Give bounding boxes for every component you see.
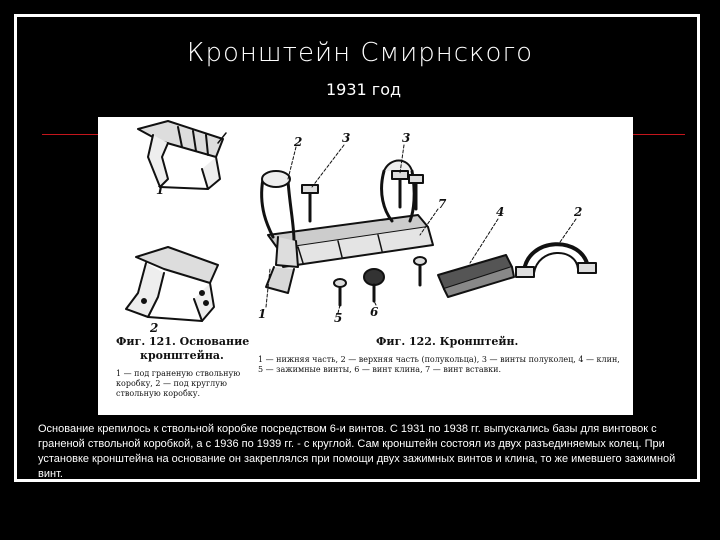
slide-subtitle: 1931 год [326,80,402,99]
label-2-right: 2 [574,205,583,219]
label-3-right: 3 [402,131,411,145]
half-ring-drawing [516,244,596,277]
slide-title: Кронштейн Смирнского [186,38,534,68]
label-4: 4 [496,205,505,219]
red-rule-right [633,134,685,135]
slide-description: Основание крепилось к ствольной коробке посредством 6-и винтов. С 1931 по 1938 гг. выпускались базы для винтовок с граненой ствольной коробкой, а с 1936 по 1939 гг. - с круглой. Сам кронштейн состоял из двух разъединяемых колец. При установке кронштейна на основание он закреплялся при помощи двух зажимных винтов и клина, то же имевшего зажимной винт. [38,423,676,480]
wedge-drawing [438,255,514,297]
fig122-title: Фиг. 122. Кронштейн. [376,335,519,348]
label-5: 5 [334,311,343,325]
fig121-legend: 1 — под граненую ствольную коробку, 2 — под круглую ствольную коробку. [116,369,241,398]
base-faceted-drawing [138,121,226,189]
base-round-drawing [126,247,218,321]
label-7: 7 [438,197,447,211]
bracket-assembly-drawing [262,161,433,294]
fig121-title-line2: кронштейна. [140,349,224,362]
fig122-legend: 1 — нижняя часть, 2 — верхняя часть (полукольца), 3 — винты полуколец, 4 — клин, 5 — зажимные винты, 6 — винт клина, 7 — винт вставки. [258,355,620,374]
red-rule-left [42,134,98,135]
figure-plate [98,117,633,415]
label-2-left: 2 [294,135,303,149]
label-3-left: 3 [342,131,351,145]
small-screws-drawing [334,257,426,305]
label-1-faceted: 1 [156,183,165,197]
label-1-bracket: 1 [258,307,267,321]
label-6: 6 [370,305,379,319]
fig121-title: Фиг. 121. Основание [116,335,250,348]
label-2-round: 2 [150,321,159,335]
